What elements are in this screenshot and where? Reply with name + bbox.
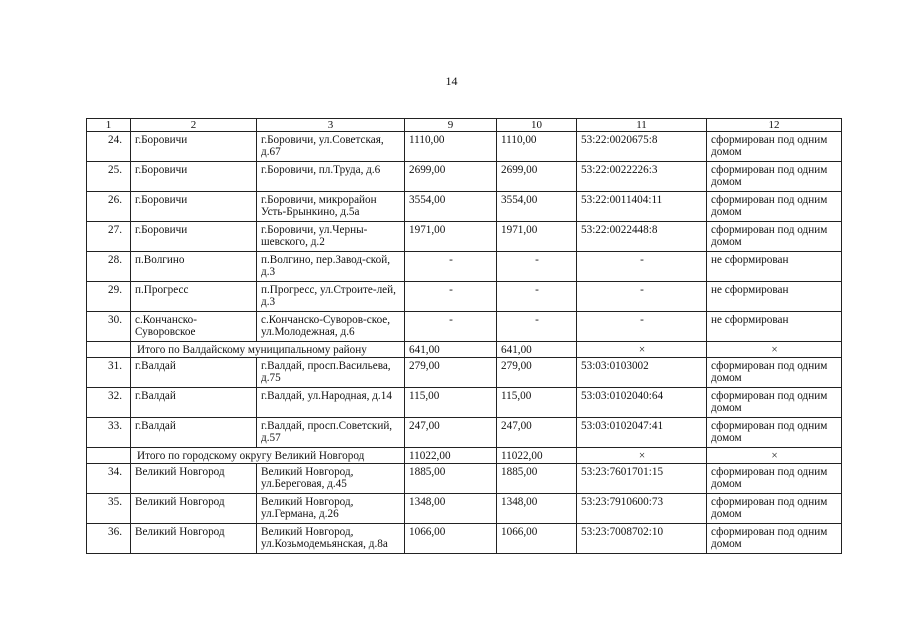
locality-cell: с.Кончанско-Суворовское [131,312,257,342]
table-row [87,388,842,418]
cadastral-number-cell: 53:23:7910600:73 [577,494,707,524]
area-col9-cell: - [405,282,497,312]
subtotal-label: Итого по городскому округу Великий Новгород [131,448,405,464]
status-cell: не сформирован [707,252,842,282]
address-cell: п.Прогресс, ул.Строите-лей, д.3 [257,282,405,312]
area-col10-cell: 279,00 [497,358,577,388]
status-cell: сформирован под одним домом [707,418,842,448]
area-col10-cell: 641,00 [497,342,577,358]
area-col10-cell: 1971,00 [497,222,577,252]
area-col9-cell: 3554,00 [405,192,497,222]
table-row [87,282,842,312]
locality-cell: г.Боровичи [131,162,257,192]
area-col9-cell: 115,00 [405,388,497,418]
area-col10-cell: 11022,00 [497,448,577,464]
cadastral-number-cell: × [577,448,707,464]
area-col10-cell: 1066,00 [497,524,577,554]
header-row [87,119,842,132]
area-col9-cell: 279,00 [405,358,497,388]
status-cell: × [707,448,842,464]
cadastral-number-cell: 53:22:0022226:3 [577,162,707,192]
row-number-cell: 25. [87,162,131,192]
row-number-cell: 31. [87,358,131,388]
cadastral-number-cell: 53:22:0011404:11 [577,192,707,222]
subtotal-label: Итого по Валдайскому муниципальному району [131,342,405,358]
table-row [87,358,842,388]
address-cell: г.Валдай, ул.Народная, д.14 [257,388,405,418]
area-col9-cell: - [405,252,497,282]
cadastral-number-cell: - [577,282,707,312]
area-col9-cell: 1110,00 [405,132,497,162]
row-number-cell: 30. [87,312,131,342]
area-col9-cell: 11022,00 [405,448,497,464]
area-col9-cell: 2699,00 [405,162,497,192]
table-row [87,464,842,494]
header-cell: 3 [257,119,405,132]
row-number-cell: 34. [87,464,131,494]
table-row [87,132,842,162]
locality-cell: Великий Новгород [131,524,257,554]
address-cell: г.Боровичи, ул.Советская, д.67 [257,132,405,162]
cadastral-number-cell: 53:22:0022448:8 [577,222,707,252]
address-cell: г.Боровичи, микрорайон Усть-Брынкино, д.5а [257,192,405,222]
address-cell: п.Волгино, пер.Завод-ской, д.3 [257,252,405,282]
area-col10-cell: 2699,00 [497,162,577,192]
row-number-cell: 32. [87,388,131,418]
land-plots-table [86,118,842,554]
row-number-cell-empty [87,448,131,464]
locality-cell: г.Валдай [131,388,257,418]
area-col10-cell: - [497,312,577,342]
cadastral-number-cell: 53:23:7601701:15 [577,464,707,494]
area-col9-cell: 641,00 [405,342,497,358]
status-cell: сформирован под одним домом [707,388,842,418]
area-col10-cell: 1348,00 [497,494,577,524]
cadastral-number-cell: 53:23:7008702:10 [577,524,707,554]
table-row [87,162,842,192]
status-cell: сформирован под одним домом [707,132,842,162]
status-cell: × [707,342,842,358]
status-cell: сформирован под одним домом [707,222,842,252]
area-col9-cell: 247,00 [405,418,497,448]
address-cell: Великий Новгород, ул.Береговая, д.45 [257,464,405,494]
header-cell: 11 [577,119,707,132]
table-row [87,524,842,554]
row-number-cell: 27. [87,222,131,252]
status-cell: сформирован под одним домом [707,524,842,554]
locality-cell: п.Прогресс [131,282,257,312]
row-number-cell: 26. [87,192,131,222]
cadastral-number-cell: 53:22:0020675:8 [577,132,707,162]
area-col10-cell: - [497,252,577,282]
cadastral-number-cell: × [577,342,707,358]
status-cell: сформирован под одним домом [707,358,842,388]
address-cell: г.Валдай, просп.Васильева, д.75 [257,358,405,388]
locality-cell: г.Боровичи [131,132,257,162]
locality-cell: п.Волгино [131,252,257,282]
status-cell: не сформирован [707,312,842,342]
status-cell: сформирован под одним домом [707,162,842,192]
cadastral-number-cell: 53:03:0103002 [577,358,707,388]
area-col10-cell: 1885,00 [497,464,577,494]
row-number-cell: 36. [87,524,131,554]
address-cell: г.Боровичи, пл.Труда, д.6 [257,162,405,192]
cadastral-number-cell: - [577,312,707,342]
cadastral-number-cell: - [577,252,707,282]
header-cell: 10 [497,119,577,132]
area-col9-cell: - [405,312,497,342]
address-cell: с.Кончанско-Суворов-ское, ул.Молодежная, д.6 [257,312,405,342]
area-col10-cell: - [497,282,577,312]
locality-cell: г.Боровичи [131,192,257,222]
status-cell: сформирован под одним домом [707,494,842,524]
area-col10-cell: 3554,00 [497,192,577,222]
address-cell: г.Валдай, просп.Советский, д.57 [257,418,405,448]
table-row [87,494,842,524]
row-number-cell: 29. [87,282,131,312]
area-col10-cell: 1110,00 [497,132,577,162]
area-col9-cell: 1348,00 [405,494,497,524]
status-cell: сформирован под одним домом [707,464,842,494]
subtotal-row [87,342,842,358]
header-cell: 2 [131,119,257,132]
table-row [87,252,842,282]
row-number-cell: 24. [87,132,131,162]
row-number-cell: 28. [87,252,131,282]
header-cell: 12 [707,119,842,132]
area-col10-cell: 247,00 [497,418,577,448]
locality-cell: г.Валдай [131,418,257,448]
row-number-cell-empty [87,342,131,358]
header-cell: 9 [405,119,497,132]
locality-cell: Великий Новгород [131,464,257,494]
table-row [87,222,842,252]
cadastral-number-cell: 53:03:0102047:41 [577,418,707,448]
locality-cell: г.Боровичи [131,222,257,252]
address-cell: Великий Новгород, ул.Козьмодемьянская, д.8а [257,524,405,554]
area-col9-cell: 1971,00 [405,222,497,252]
table-row [87,418,842,448]
area-col9-cell: 1066,00 [405,524,497,554]
area-col10-cell: 115,00 [497,388,577,418]
address-cell: г.Боровичи, ул.Черны-шевского, д.2 [257,222,405,252]
row-number-cell: 35. [87,494,131,524]
locality-cell: г.Валдай [131,358,257,388]
status-cell: не сформирован [707,282,842,312]
row-number-cell: 33. [87,418,131,448]
status-cell: сформирован под одним домом [707,192,842,222]
page-number: 14 [445,74,458,88]
area-col9-cell: 1885,00 [405,464,497,494]
subtotal-row [87,448,842,464]
address-cell: Великий Новгород, ул.Германа, д.26 [257,494,405,524]
header-cell: 1 [87,119,131,132]
table-row [87,192,842,222]
cadastral-number-cell: 53:03:0102040:64 [577,388,707,418]
locality-cell: Великий Новгород [131,494,257,524]
table-row [87,312,842,342]
